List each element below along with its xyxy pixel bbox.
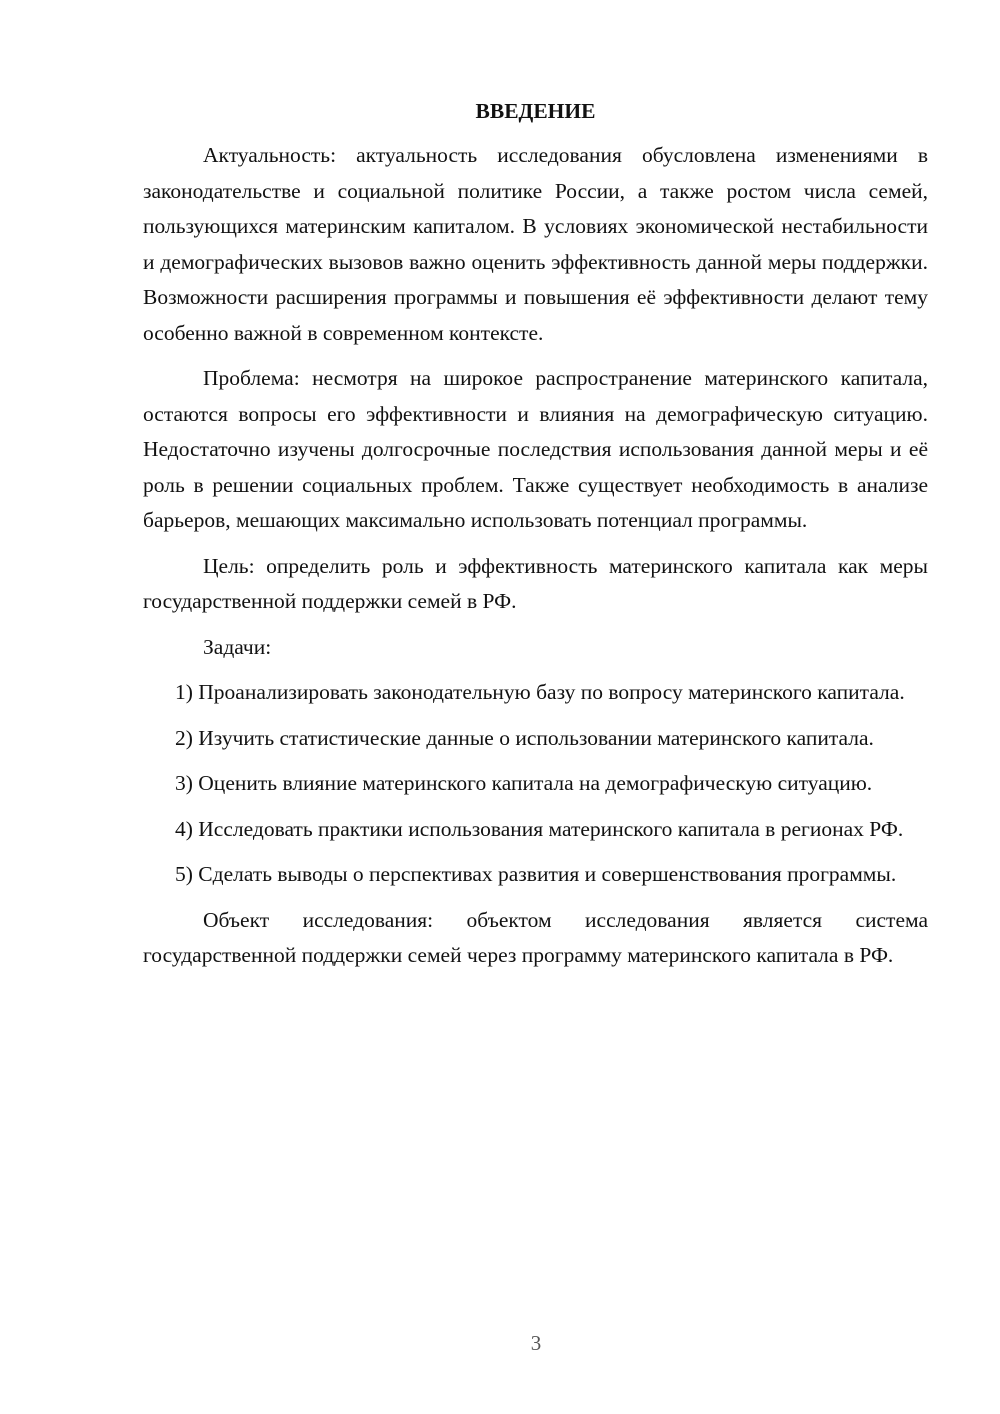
section-title: ВВЕДЕНИЕ xyxy=(475,99,596,123)
task-item-2: 2) Изучить статистические данные о использовании материнского капитала. xyxy=(175,725,874,750)
task-item-1: 1) Проанализировать законодательную базу по вопросу материнского капитала. xyxy=(175,680,905,704)
task-item-4: 4) Исследовать практики использования материнского капитала в регионах РФ. xyxy=(175,816,904,841)
goal-paragraph: Цель: определить роль и эффективность материнского капитала как меры государственной поддержки семей в РФ. xyxy=(143,553,928,613)
task-item-3: 3) Оценить влияние материнского капитала на демографическую ситуацию. xyxy=(175,771,873,795)
object-paragraph: Объект исследования: объектом исследования является система государственной поддержки семей через программу материнского капитала в РФ. xyxy=(143,907,928,967)
relevance-paragraph: Актуальность: актуальность исследования обусловлена изменениями в законодательстве и социальной политике России, а также ростом числа семей, пользующихся материнским капиталом. В условиях экономической нестабильности и демографических вызовов важно оценить эффективность данной меры поддержки. Возможности расширения программы и повышения её эффективности делают тему особенно важной в современном контексте. xyxy=(143,143,928,345)
page-number: 3 xyxy=(530,1331,542,1355)
tasks-heading: Задачи: xyxy=(203,634,272,659)
problem-paragraph: Проблема: несмотря на широкое распространение материнского капитала, остаются вопросы его эффективности и влияния на демографическую ситуацию. Недостаточно изучены долгосрочные последствия использования данной меры и её роль в решении социальных проблем. Также существует необходимость в анализе барьеров, мешающих максимально использовать потенциал программы. xyxy=(143,366,928,532)
task-item-5: 5) Сделать выводы о перспективах развития и совершенствования программы. xyxy=(175,862,897,886)
page-body xyxy=(143,96,928,984)
